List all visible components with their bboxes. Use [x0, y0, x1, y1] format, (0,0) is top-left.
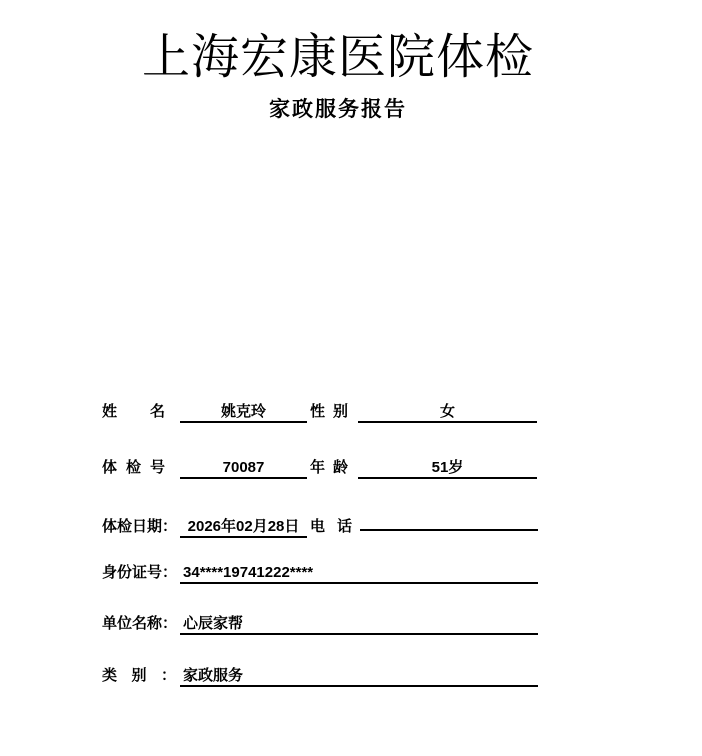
phone-value — [360, 510, 538, 531]
page-title: 上海宏康医院体检 — [141, 31, 534, 84]
gender-label: 性别 — [310, 403, 348, 420]
exam-no-value: 70087 — [180, 458, 307, 479]
form-row-name-gender — [0, 402, 702, 423]
exam-date-value: 2026年02月28日 — [180, 517, 307, 538]
form-row-examno-age — [0, 458, 702, 479]
id-number-label: 身份证号： — [102, 564, 178, 581]
form-row-category — [0, 666, 702, 687]
age-value: 51岁 — [358, 458, 537, 479]
form-row-date-phone — [0, 510, 702, 538]
form-row-company — [0, 614, 702, 635]
form-row-id-number — [0, 563, 702, 584]
gender-value: 女 — [358, 402, 537, 423]
name-label: 姓名 — [102, 403, 165, 420]
exam-no-label: 体检号 — [102, 459, 165, 476]
report-subtitle: 家政服务报告 — [269, 98, 407, 121]
id-number-value: 34****19741222**** — [180, 563, 538, 584]
age-label: 年龄 — [310, 459, 348, 476]
name-value: 姚克玲 — [180, 402, 307, 423]
company-label: 单位名称： — [102, 615, 178, 632]
phone-label: 电话 — [310, 518, 353, 535]
category-label: 类别： — [102, 667, 176, 684]
category-value: 家政服务 — [180, 666, 538, 687]
exam-date-label: 体检日期： — [102, 518, 178, 535]
company-value: 心辰家帮 — [180, 614, 538, 635]
